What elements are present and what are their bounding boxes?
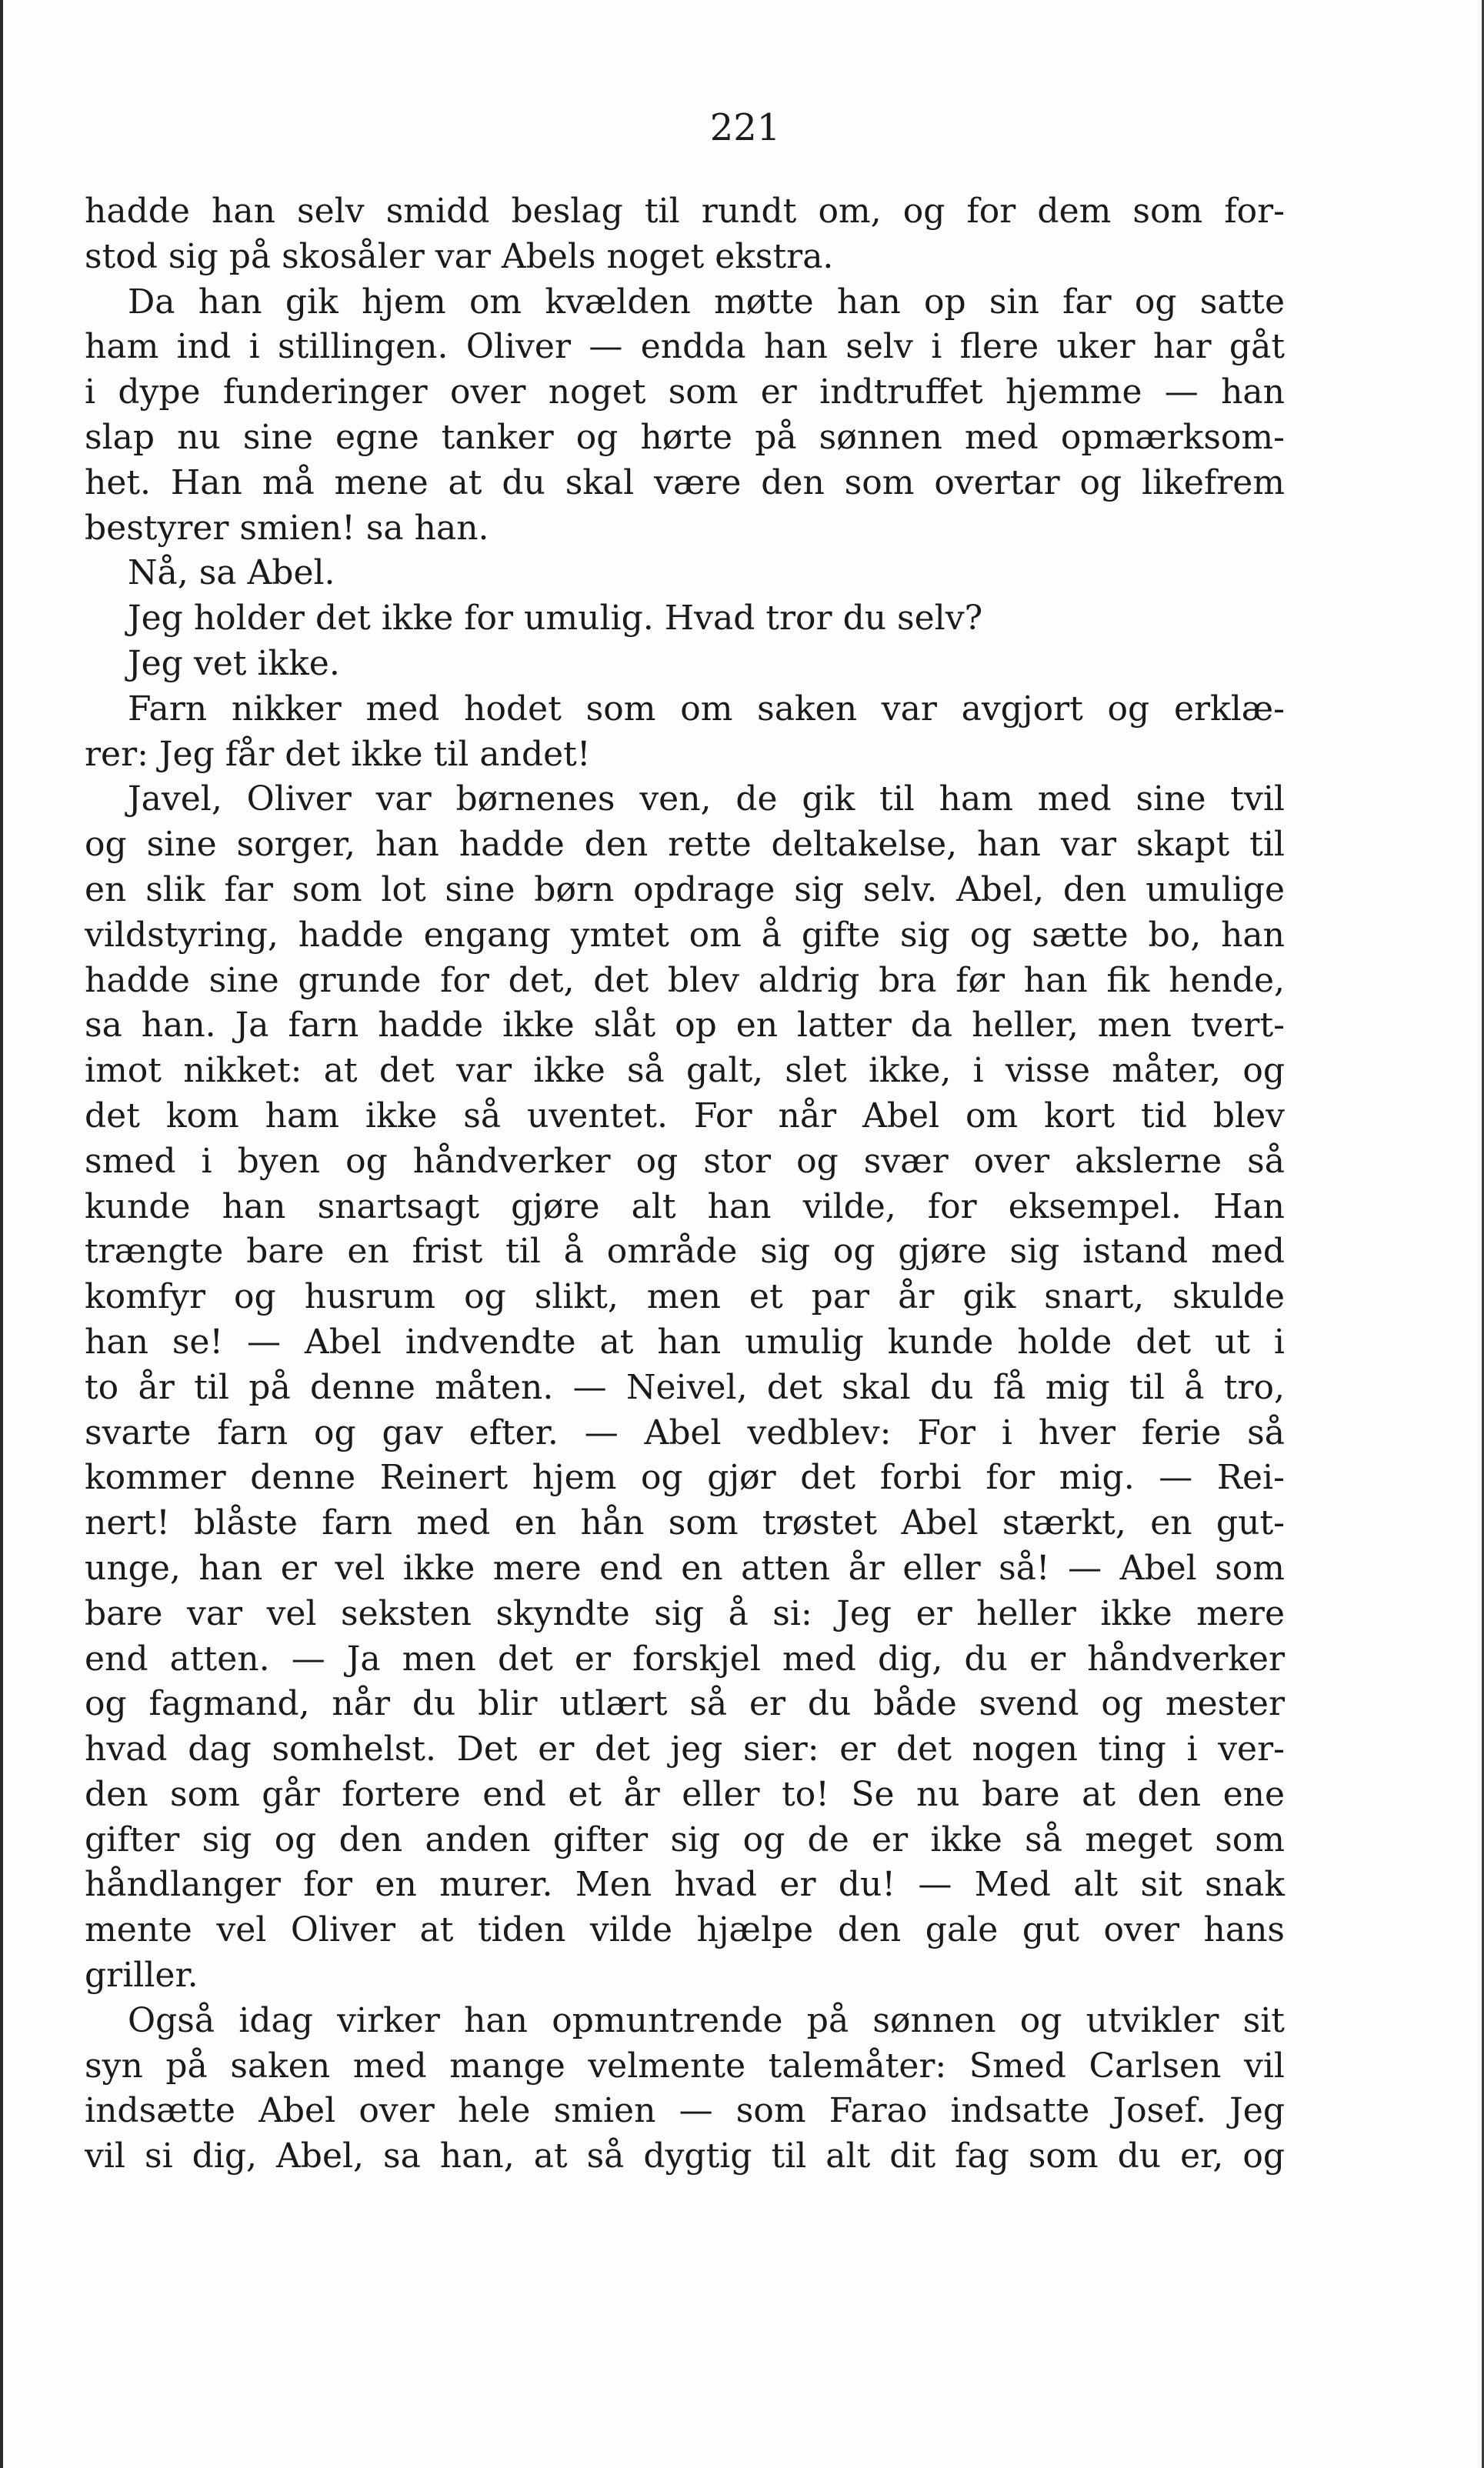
text-line: vil si dig, Abel, sa han, at så dygtig til alt dit fag som du er, og (85, 2136, 1285, 2176)
text-line: han se! — Abel indvendte at han umulig kunde holde det ut i (85, 1322, 1285, 1362)
body-text (85, 189, 1285, 2180)
text-line: bestyrer smien! sa han. (85, 508, 489, 548)
text-line: og fagmand, når du blir utlært så er du både svend og mester (85, 1684, 1285, 1724)
text-line: griller. (85, 1956, 198, 1996)
text-line: hadde han selv smidd beslag til rundt om, og for dem som for- (85, 192, 1285, 231)
text-line: Jeg holder det ikke for umulig. Hvad tror du selv? (128, 599, 983, 639)
text-line: end atten. — Ja men det er forskjel med dig, du er håndverker (85, 1639, 1285, 1679)
text-line: hvad dag somhelst. Det er det jeg sier: er det nogen ting i ver- (85, 1729, 1285, 1769)
text-line: kommer denne Reinert hjem og gjør det forbi for mig. — Rei- (85, 1458, 1285, 1498)
text-line: unge, han er vel ikke mere end en atten år eller så! — Abel som (85, 1548, 1285, 1588)
text-line: det kom ham ikke så uventet. For når Abel om kort tid blev (85, 1096, 1285, 1136)
text-line: imot nikket: at det var ikke så galt, slet ikke, i visse måter, og (85, 1051, 1285, 1091)
text-line: kunde han snartsagt gjøre alt han vilde, for eksempel. Han (85, 1186, 1285, 1226)
text-line: nert! blåste farn med en hån som trøstet Abel stærkt, en gut- (85, 1503, 1285, 1543)
text-line: gifter sig og den anden gifter sig og de er ikke så meget som (85, 1819, 1285, 1859)
text-line: syn på saken med mange velmente talemåter: Smed Carlsen vil (85, 2046, 1285, 2086)
text-line: hadde sine grunde for det, det blev aldrig bra før han fik hende, (85, 960, 1285, 1000)
text-line: Jeg vet ikke. (128, 643, 340, 683)
text-line: Javel, Oliver var børnenes ven, de gik til ham med sine tvil (128, 779, 1285, 819)
text-line: i dype funderinger over noget som er indtruffet hjemme — han (85, 372, 1285, 412)
text-line: het. Han må mene at du skal være den som overtar og likefrem (85, 462, 1285, 502)
text-line: håndlanger for en murer. Men hvad er du! — Med alt sit snak (85, 1865, 1285, 1905)
text-line: Da han gik hjem om kvælden møtte han op sin far og satte (128, 282, 1285, 322)
text-line: svarte farn og gav efter. — Abel vedblev: For i hver ferie så (85, 1412, 1285, 1452)
text-line: stod sig på skosåler var Abels noget ekstra. (85, 236, 834, 276)
text-line: Farn nikker med hodet som om saken var avgjort og erklæ- (128, 689, 1285, 729)
text-line: rer: Jeg får det ikke til andet! (85, 734, 591, 774)
text-line: og sine sorger, han hadde den rette deltakelse, han var skapt til (85, 825, 1285, 865)
text-line: trængte bare en frist til å område sig og gjøre sig istand med (85, 1232, 1285, 1272)
text-line: en slik far som lot sine børn opdrage sig selv. Abel, den umulige (85, 869, 1285, 909)
text-line: komfyr og husrum og slikt, men et par år gik snart, skulde (85, 1277, 1285, 1317)
text-line: den som går fortere end et år eller to! Se nu bare at den ene (85, 1774, 1285, 1814)
text-line: sa han. Ja farn hadde ikke slåt op en latter da heller, men tvert- (85, 1006, 1285, 1046)
text-line: indsætte Abel over hele smien — som Farao indsatte Josef. Jeg (85, 2091, 1285, 2131)
text-line: bare var vel seksten skyndte sig å si: Jeg er heller ikke mere (85, 1593, 1285, 1633)
text-line: mente vel Oliver at tiden vilde hjælpe den gale gut over hans (85, 1910, 1285, 1950)
text-line: smed i byen og håndverker og stor og svær over akslerne så (85, 1141, 1285, 1181)
page-number: 221 (709, 106, 781, 149)
text-line: ham ind i stillingen. Oliver — endda han selv i flere uker har gåt (85, 327, 1285, 367)
text-line: Også idag virker han opmuntrende på sønnen og utvikler sit (128, 2000, 1285, 2040)
text-line: slap nu sine egne tanker og hørte på sønnen med opmærksom- (85, 417, 1285, 457)
text-line: to år til på denne måten. — Neivel, det skal du få mig til å tro, (85, 1367, 1285, 1407)
text-line: vildstyring, hadde engang ymtet om å gifte sig og sætte bo, han (85, 915, 1285, 955)
text-line: Nå, sa Abel. (128, 553, 335, 593)
